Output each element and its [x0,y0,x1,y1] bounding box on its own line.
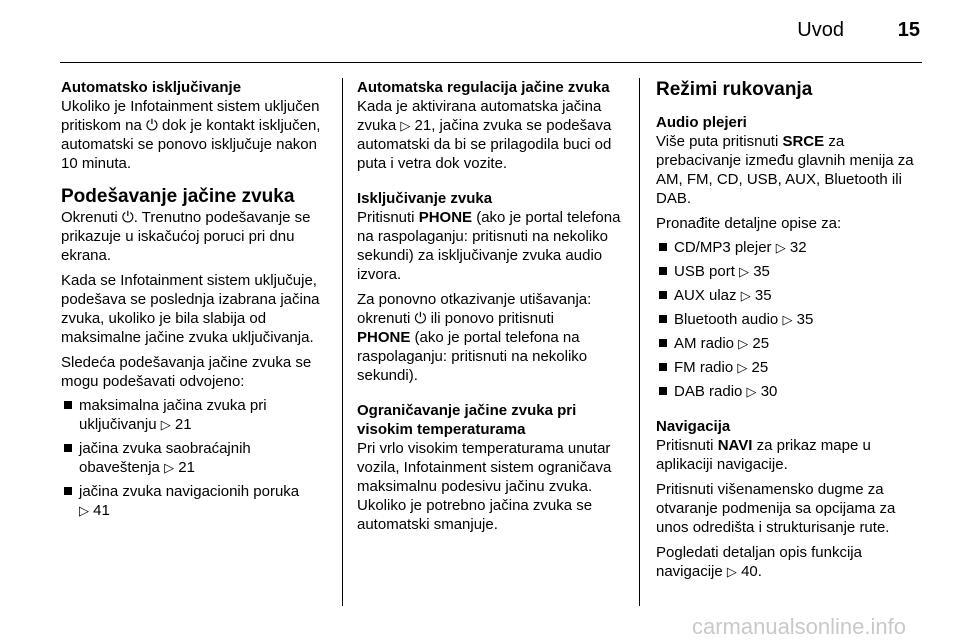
ref-arrow-icon: ▷ [737,360,748,375]
phone-key: PHONE [418,209,473,226]
page-number: 15 [897,19,920,41]
page-ref[interactable]: 25 [751,359,769,376]
list-item: USB port ▷ 35 [656,262,922,281]
column-1 [61,78,329,520]
page-ref[interactable]: 25 [752,335,770,352]
ref-arrow-icon: ▷ [79,503,89,518]
phone-key: PHONE [357,329,411,346]
bullet-square-icon [659,363,667,371]
list-item: CD/MP3 plejer ▷ 32 [656,238,922,257]
ref-arrow-icon: ▷ [746,384,757,399]
auto-off-text: Ukoliko je Infotainment sistem uključen pritiskom na ⏻ dok je kontakt isključen, automatski se ponovo isključuje nakon 10 minuta. [61,98,321,172]
bullet-square-icon [64,487,72,495]
navigation-heading: Navigacija [656,418,731,435]
page-ref[interactable]: 32 [789,239,807,256]
audio-players-text: Više puta pritisnuti SRCE za prebacivanje između glavnih menija za AM, FM, CD, USB, AUX, Bluetooth ili DAB. [656,133,914,207]
ref-arrow-icon: ▷ [740,288,751,303]
bullet-square-icon [659,291,667,299]
bullet-square-icon [64,444,72,452]
mute-text: Pritisnuti PHONE (ako je portal telefona na raspolaganju: pritisnuti na nekoliko sekundi) za isključivanje zvuka audio izvora. [357,209,621,283]
column-3 [656,78,922,581]
ref-arrow-icon: ▷ [738,336,749,351]
page-ref[interactable]: 35 [796,311,814,328]
page-ref[interactable]: 21 [414,117,432,134]
srce-key: SRCE [782,133,825,150]
page-ref[interactable]: 30 [760,383,778,400]
volume-paragraph-3: Sledeća podešavanja jačine zvuka se mogu podešavati odvojeno: [61,354,312,390]
ref-arrow-icon: ▷ [164,460,175,475]
auto-volume-text: Kada je aktivirana automatska jačina zvuka ▷ 21, jačina zvuka se podešava automatski da bi se prilagodila buci od puta i vetra dok vozite. [357,98,612,172]
auto-off-heading: Automatsko isključivanje [61,79,242,96]
list-item: Bluetooth audio ▷ 35 [656,310,922,329]
bullet-square-icon [64,401,72,409]
list-item: DAB radio ▷ 30 [656,382,922,401]
bullet-square-icon [659,339,667,347]
page-header [60,0,922,63]
page-ref[interactable]: 41 [93,502,110,519]
ref-arrow-icon: ▷ [160,417,171,432]
unmute-text: Za ponovno otkazivanje utišavanja: okrenuti ⏻ ili ponovo pritisnuti PHONE (ako je portal telefona na raspolaganju: pritisnuti na nekoliko sekundi). [357,291,592,384]
section-title: Uvod [797,19,844,41]
bullet-square-icon [659,243,667,251]
auto-volume-heading: Automatska regulacija jačine zvuka [357,79,610,96]
page-ref[interactable]: 35 [754,287,772,304]
ref-arrow-icon: ▷ [782,312,793,327]
limit-text: Pri vrlo visokim temperaturama unutar vozila, Infotainment sistem ograničava maksimalnu podesivu jačinu zvuka. Ukoliko je potrebno jačina zvuka se automatski smanjuje. [357,440,612,533]
navigation-paragraph-3: Pogledati detaljan opis funkcija navigacije ▷ 40. [656,544,862,580]
volume-paragraph-1: Okrenuti ⏻. Trenutno podešavanje se prikazuje u iskačućoj poruci pri dnu ekrana. [61,209,311,264]
list-item: FM radio ▷ 25 [656,358,922,377]
page-ref[interactable]: 21 [174,416,192,433]
ref-arrow-icon: ▷ [400,118,411,133]
bullet-square-icon [659,267,667,275]
watermark: carmanualsonline.info [691,614,906,639]
page-ref[interactable]: 21 [178,459,195,476]
mute-heading: Isključivanje zvuka [357,190,493,207]
page-ref[interactable]: 40 [741,563,758,580]
column-divider-1 [342,78,343,606]
ref-arrow-icon: ▷ [739,264,750,279]
navigation-text: Pritisnuti NAVI za prikaz mape u aplikaciji navigacije. [656,437,871,473]
modes-heading: Režimi rukovanja [656,79,813,100]
list-item: jačina zvuka navigacionih poruka ▷ 41 [61,482,329,520]
page-ref[interactable]: 35 [753,263,770,280]
find-descriptions: Pronađite detaljne opise za: [656,215,842,232]
navigation-paragraph-2: Pritisnuti višenamensko dugme za otvaranje podmenija sa opcijama za unos odredišta i strukturisanje rute. [656,481,896,536]
bullet-square-icon [659,387,667,395]
list-item: AM radio ▷ 25 [656,334,922,353]
audio-players-heading: Audio plejeri [656,114,747,131]
column-2 [357,78,627,534]
list-item: maksimalna jačina zvuka pri uključivanju ▷ 21 [61,396,329,434]
volume-heading: Podešavanje jačine zvuka [61,186,295,207]
list-item: AUX ulaz ▷ 35 [656,286,922,305]
ref-arrow-icon: ▷ [775,240,786,255]
ref-arrow-icon: ▷ [726,564,737,579]
limit-heading: Ograničavanje jačine zvuka pri visokim temperaturama [357,402,577,438]
navi-key: NAVI [717,437,753,454]
volume-paragraph-2: Kada se Infotainment sistem uključuje, podešava se poslednja izabrana jačina zvuka, ukoliko je bila slabija od maksimalne jačine zvuka uključivanja. [61,272,320,346]
column-divider-2 [639,78,640,606]
list-item: jačina zvuka saobraćajnih obaveštenja ▷ 21 [61,439,329,477]
bullet-square-icon [659,315,667,323]
